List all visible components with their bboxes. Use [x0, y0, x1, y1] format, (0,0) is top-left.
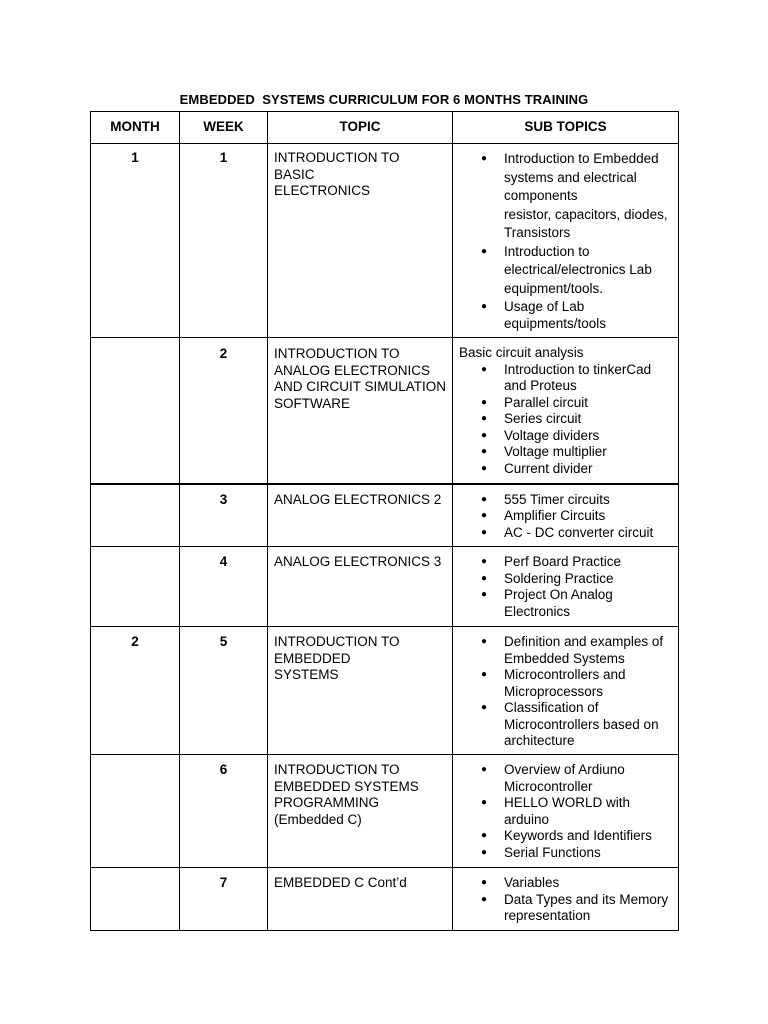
subtopics-cell — [453, 484, 679, 547]
list-item: ● Classification of Microcontrollers based on architecture — [504, 700, 672, 750]
list-item: ● Current divider — [504, 461, 672, 478]
month-cell — [91, 338, 180, 484]
list-item: ● Voltage multiplier — [504, 444, 672, 461]
header-month: MONTH — [91, 112, 180, 144]
curriculum-table — [90, 111, 679, 931]
document-title: EMBEDDED SYSTEMS CURRICULUM FOR 6 MONTHS TRAINING — [179, 92, 589, 107]
list-item: ● Usage of Lab equipments/tools — [504, 299, 672, 332]
month-cell — [91, 547, 180, 627]
subtopic-list — [459, 362, 672, 478]
list-item: ● Soldering Practice — [504, 571, 672, 588]
table-row — [91, 144, 679, 338]
topic-cell: INTRODUCTION TO EMBEDDED SYSTEMS PROGRAMMING (Embedded C) — [268, 755, 453, 868]
table-row — [91, 484, 679, 547]
month-cell — [91, 484, 180, 547]
header-sub-topics: SUB TOPICS — [453, 112, 679, 144]
list-item: ● 555 Timer circuits — [504, 492, 672, 509]
subtopic-list — [459, 554, 672, 620]
topic-cell: ANALOG ELECTRONICS 2 — [268, 484, 453, 547]
header-row — [91, 112, 679, 144]
subtopic-list — [459, 634, 672, 750]
list-item: ● Serial Functions — [504, 845, 672, 862]
list-item: ● AC - DC converter circuit — [504, 525, 672, 542]
subtopic-list — [459, 243, 672, 333]
subtopics-cell — [453, 338, 679, 484]
month-cell: 2 — [91, 627, 180, 755]
topic-cell: EMBEDDED C Cont’d — [268, 868, 453, 931]
week-cell: 3 — [180, 484, 268, 547]
week-cell: 4 — [180, 547, 268, 627]
subtopics-cell — [453, 627, 679, 755]
table-row — [91, 547, 679, 627]
subtopic-list — [459, 875, 672, 925]
list-item-continuation: resistor, capacitors, diodes, Transistors — [504, 206, 668, 240]
table-row — [91, 868, 679, 931]
topic-cell: INTRODUCTION TO ANALOG ELECTRONICS AND CIRCUIT SIMULATION SOFTWARE — [268, 338, 453, 484]
week-cell: 5 — [180, 627, 268, 755]
list-item: ● HELLO WORLD with arduino — [504, 795, 672, 828]
week-cell: 1 — [180, 144, 268, 338]
table-row — [91, 755, 679, 868]
header-topic: TOPIC — [268, 112, 453, 144]
subtopics-cell — [453, 755, 679, 868]
list-item: ● Series circuit — [504, 411, 672, 428]
list-item: ● Perf Board Practice — [504, 554, 672, 571]
list-item: ● Parallel circuit — [504, 395, 672, 412]
list-item: ● Microcontrollers and Microprocessors — [504, 667, 672, 700]
list-item: ● Introduction to electrical/electronics Lab equipment/tools. — [504, 243, 672, 299]
list-item: ● Overview of Ardiuno Microcontroller — [504, 762, 672, 795]
table-row — [91, 338, 679, 484]
month-cell — [91, 868, 180, 931]
list-item: ● Variables — [504, 875, 672, 892]
list-item: ● Definition and examples of Embedded Systems — [504, 634, 672, 667]
header-week: WEEK — [180, 112, 268, 144]
subtopics-cell — [453, 868, 679, 931]
list-item: ● Introduction to Embedded systems and electrical components — [504, 150, 672, 206]
subtopic-list — [459, 762, 672, 861]
subtopic-list — [459, 492, 672, 542]
topic-cell: INTRODUCTION TO EMBEDDED SYSTEMS — [268, 627, 453, 755]
list-item: ● Introduction to tinkerCad and Proteus — [504, 362, 672, 395]
subtopics-cell — [453, 547, 679, 627]
subtopic-list — [459, 150, 672, 206]
subtopic-lead: Basic circuit analysis — [459, 345, 584, 360]
month-cell — [91, 755, 180, 868]
list-item: ● Data Types and its Memory representation — [504, 892, 672, 925]
list-item: ● Project On Analog Electronics — [504, 587, 672, 620]
week-cell: 2 — [180, 338, 268, 484]
list-item: ● Amplifier Circuits — [504, 508, 672, 525]
month-cell: 1 — [91, 144, 180, 338]
subtopics-cell — [453, 144, 679, 338]
topic-cell: ANALOG ELECTRONICS 3 — [268, 547, 453, 627]
topic-cell: INTRODUCTION TO BASIC ELECTRONICS — [268, 144, 453, 338]
week-cell: 6 — [180, 755, 268, 868]
week-cell: 7 — [180, 868, 268, 931]
list-item: ● Keywords and Identifiers — [504, 828, 672, 845]
list-item: ● Voltage dividers — [504, 428, 672, 445]
table-row — [91, 627, 679, 755]
